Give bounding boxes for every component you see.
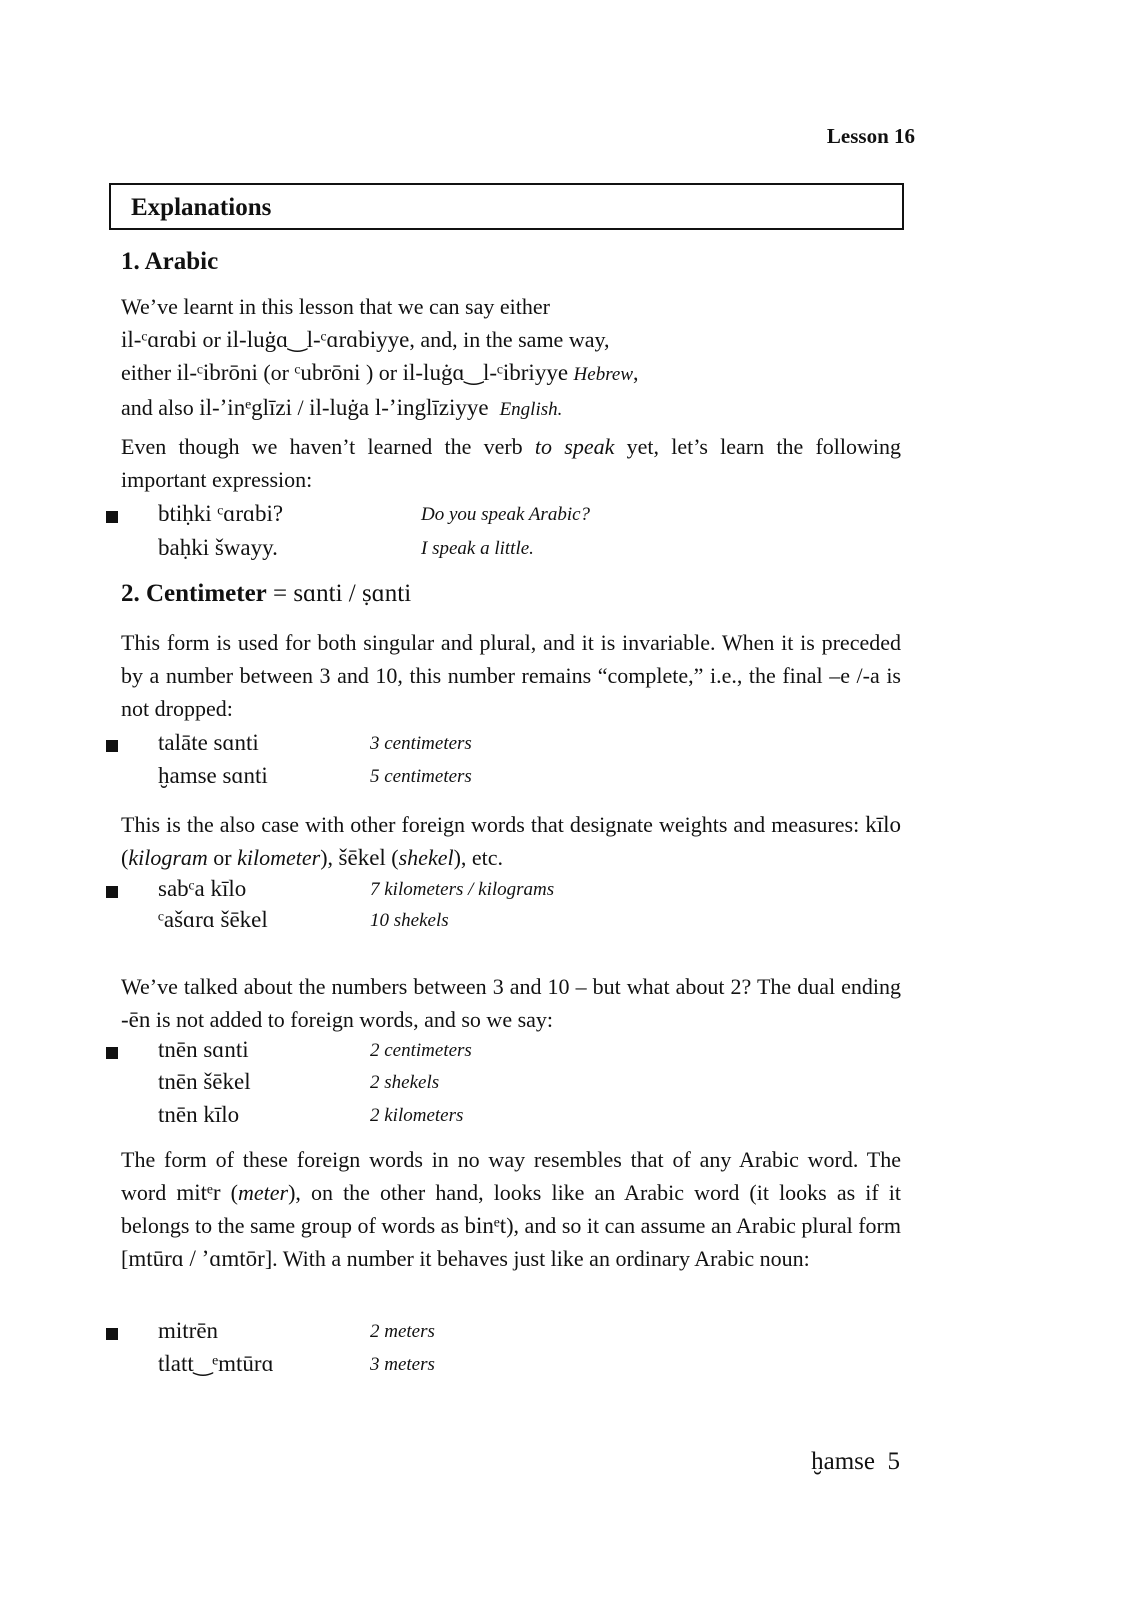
arabic-term: ᶜubrōni [294, 360, 361, 385]
example-term: tnēn sɑnti [158, 1037, 249, 1062]
italic-text: shekel [398, 845, 454, 870]
example-term: tlatt‿ᵉmtūrɑ [158, 1351, 274, 1376]
paragraph-line [121, 391, 901, 426]
paragraph-line [121, 323, 901, 356]
section-2-paragraph-3 [121, 970, 901, 1036]
arabic-term: binᵉt [464, 1213, 507, 1238]
text: ), and so it can assume an Arabic plural form [ [121, 1213, 901, 1271]
text: ( [121, 845, 129, 870]
arabic-term: il-ᶜibrōni [176, 360, 258, 385]
bullet-icon [106, 1328, 118, 1340]
example-row [0, 1102, 1128, 1135]
italic-text: to speak [534, 434, 615, 459]
example-gloss: 3 meters [370, 1354, 435, 1375]
text: We’ve learnt in this lesson that we can say either [121, 294, 550, 319]
example-gloss: 2 shekels [370, 1072, 440, 1093]
example-row [0, 1351, 1128, 1384]
text: The form of these foreign words in no way resembles that of any Arabic word. The word [121, 1147, 901, 1205]
example-term: ᶜašɑrɑ šēkel [158, 907, 268, 932]
section-2-paragraph-2 [121, 808, 901, 874]
bullet-icon [106, 740, 118, 752]
text: and also [121, 395, 200, 420]
arabic-term: kīlo [865, 812, 901, 837]
italic-text: meter [237, 1180, 289, 1205]
italic-text: kilometer [237, 845, 321, 870]
example-gloss: 2 centimeters [370, 1040, 472, 1061]
arabic-term: il-luġɑ‿l-ᶜibriyye [402, 360, 569, 385]
arabic-term: mtūrɑ / ’ɑmtōr [128, 1246, 265, 1271]
text: ), [320, 845, 339, 870]
paragraph-line [121, 290, 901, 323]
arabic-term: il-’inᵉglīzi [199, 395, 292, 420]
section-title: Explanations [131, 194, 272, 221]
example-gloss: 3 centimeters [370, 733, 472, 754]
text: yet, let’s learn the following important expression: [121, 434, 902, 492]
arabic-term: mitᵉr [176, 1180, 221, 1205]
example-term: ḫamse sɑnti [158, 763, 268, 788]
bullet-icon [106, 511, 118, 523]
arabic-term: il-luġa l-’inglīziyye [309, 395, 489, 420]
example-row [0, 876, 1128, 909]
example-gloss: Do you speak Arabic? [421, 504, 591, 525]
example-row [0, 535, 1128, 568]
example-term: tnēn kīlo [158, 1102, 240, 1127]
text: ) or [360, 360, 403, 385]
section-2-heading [121, 580, 411, 608]
arabic-term: šēkel [338, 845, 386, 870]
example-term: btiḥki ᶜɑrɑbi? [158, 501, 284, 526]
example-gloss: 5 centimeters [370, 766, 472, 787]
text: either [121, 360, 177, 385]
text: ), on the other hand, looks like an Arabic word (it looks as if it belongs to the same group of words as [121, 1180, 902, 1238]
footer-word: ḫamse [811, 1448, 875, 1475]
text: (or [257, 360, 295, 385]
page-footer [811, 1448, 900, 1476]
bullet-icon [106, 1047, 118, 1059]
section-2-paragraph-1: This form is used for both singular and plural, and it is invariable. When it is preceded by a number between 3 and 10, this number remains “complete,” i.e., the final –e /-a is not dropped: [121, 630, 901, 721]
example-gloss: 7 kilometers / kilograms [370, 879, 555, 900]
gloss: English. [499, 399, 563, 420]
text: or [196, 327, 227, 352]
section-1-paragraph-1 [121, 290, 901, 426]
paragraph-line [121, 356, 901, 391]
text: Even though we haven’t learned the verb [121, 434, 535, 459]
text: ), etc. [453, 845, 504, 870]
page-number: 5 [887, 1448, 900, 1475]
arabic-term: il-luġɑ‿l-ᶜɑrɑbiyye [226, 327, 410, 352]
lesson-header: Lesson 16 [826, 124, 915, 148]
text: ( [220, 1180, 238, 1205]
text: or [207, 845, 238, 870]
arabic-term: il-ᶜɑrɑbi [121, 327, 197, 352]
example-term: tnēn šēkel [158, 1069, 251, 1094]
section-2-paragraph-4 [121, 1143, 901, 1275]
text: , and, in the same way, [409, 327, 610, 352]
example-row [0, 730, 1128, 763]
example-term: baḥki šwayy. [158, 535, 278, 560]
example-row [0, 1037, 1128, 1070]
arabic-term: -ēn [121, 1007, 151, 1032]
text: ]. With a number it behaves just like an ordinary Arabic noun: [264, 1246, 810, 1271]
text: / [291, 395, 310, 420]
heading-text: 2. Centimeter [121, 580, 267, 607]
example-gloss: 2 kilometers [370, 1105, 464, 1126]
example-row [0, 501, 1128, 534]
heading-term: = sɑnti / ṣɑnti [266, 580, 412, 607]
example-row [0, 763, 1128, 796]
example-gloss: 10 shekels [370, 910, 449, 931]
text: ( [385, 845, 399, 870]
example-row [0, 1069, 1128, 1102]
example-gloss: I speak a little. [421, 538, 534, 559]
bullet-icon [106, 886, 118, 898]
section-1-paragraph-2 [121, 430, 901, 496]
section-title-box [109, 183, 904, 230]
text: We’ve talked about the numbers between 3 and 10 – but what about 2? The dual ending [121, 974, 901, 999]
example-row [0, 1318, 1128, 1351]
section-1-heading: 1. Arabic [121, 248, 219, 275]
text: is not added to foreign words, and so we say: [150, 1007, 554, 1032]
italic-text: kilogram [128, 845, 208, 870]
gloss: Hebrew [573, 364, 633, 385]
text: , [633, 360, 639, 385]
example-gloss: 2 meters [370, 1321, 435, 1342]
example-term: talāte sɑnti [158, 730, 259, 755]
example-term: sabᶜa kīlo [158, 876, 247, 901]
example-term: mitrēn [158, 1318, 219, 1343]
text: This is the also case with other foreign words that designate weights and measures: [121, 812, 866, 837]
example-row [0, 907, 1128, 940]
